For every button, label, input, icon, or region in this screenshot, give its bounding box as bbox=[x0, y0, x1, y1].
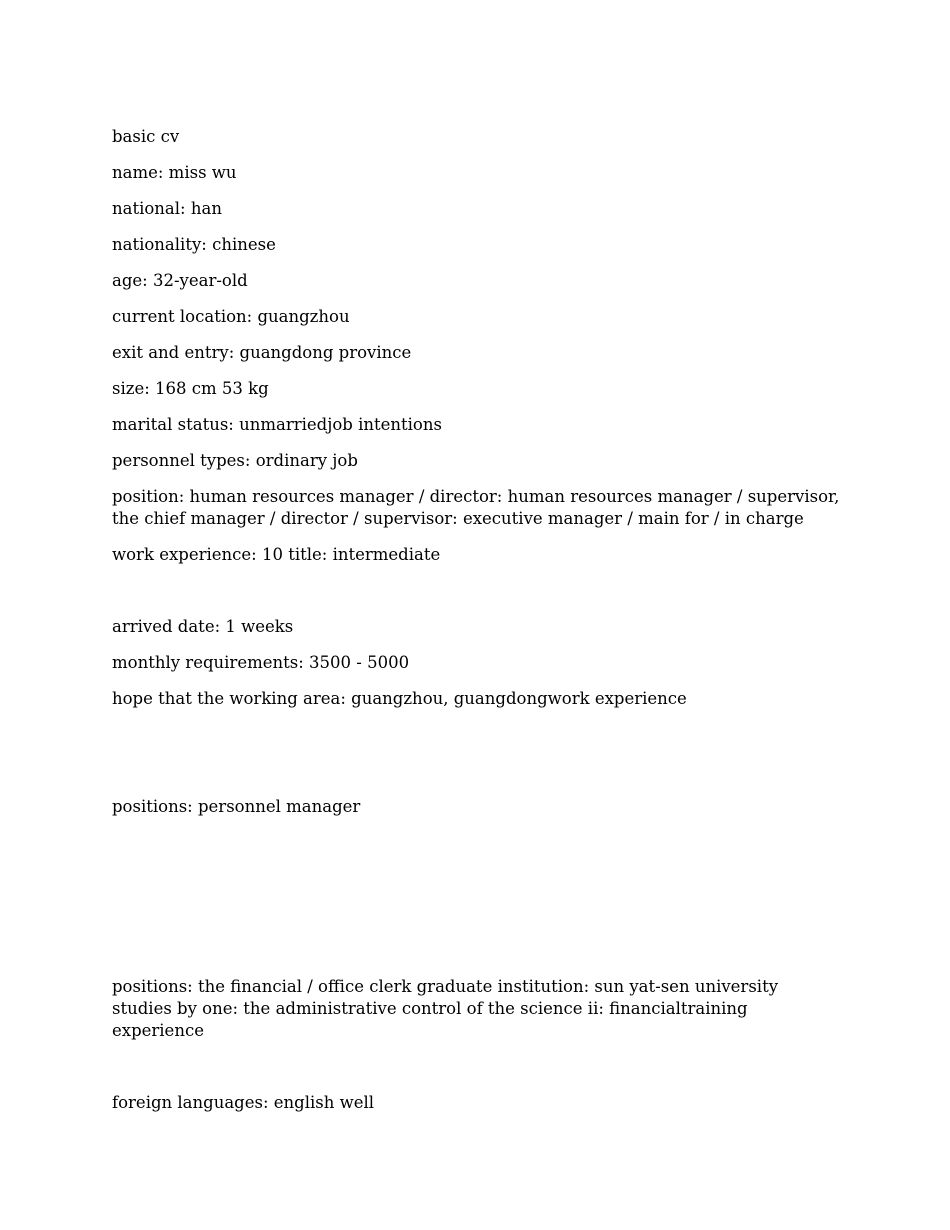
personnel-types-line: personnel types: ordinary job bbox=[112, 451, 358, 470]
current-location-line: current location: guangzhou bbox=[112, 307, 350, 326]
exit-entry-line: exit and entry: guangdong province bbox=[112, 343, 412, 362]
name-line: name: miss wu bbox=[112, 163, 237, 182]
arrived-date-line: arrived date: 1 weeks bbox=[112, 617, 294, 636]
size-line: size: 168 cm 53 kg bbox=[112, 379, 269, 398]
blank-spacer bbox=[112, 580, 842, 616]
national-line: national: han bbox=[112, 199, 222, 218]
age-line: age: 32-year-old bbox=[112, 271, 248, 290]
position-line: position: human resources manager / director: human resources manager / supervisor, the chief manager / director / supervisor: executive manager / main for / in charge bbox=[112, 487, 840, 528]
blank-spacer bbox=[112, 1056, 842, 1092]
monthly-requirements-line: monthly requirements: 3500 - 5000 bbox=[112, 653, 410, 672]
foreign-languages-line: foreign languages: english well bbox=[112, 1093, 375, 1112]
working-area-line: hope that the working area: guangzhou, guangdongwork experience bbox=[112, 689, 687, 708]
cv-title: basic cv bbox=[112, 127, 180, 146]
marital-status-line: marital status: unmarriedjob intentions bbox=[112, 415, 442, 434]
work-experience-line: work experience: 10 title: intermediate bbox=[112, 545, 441, 564]
positions-personnel-line: positions: personnel manager bbox=[112, 797, 361, 816]
blank-spacer bbox=[112, 832, 842, 976]
blank-spacer bbox=[112, 724, 842, 796]
positions-financial-line: positions: the financial / office clerk graduate institution: sun yat-sen university studies by one: the administrative control of the science ii: financialtraining experience bbox=[112, 977, 779, 1040]
nationality-line: nationality: chinese bbox=[112, 235, 276, 254]
document-body bbox=[112, 126, 842, 1128]
